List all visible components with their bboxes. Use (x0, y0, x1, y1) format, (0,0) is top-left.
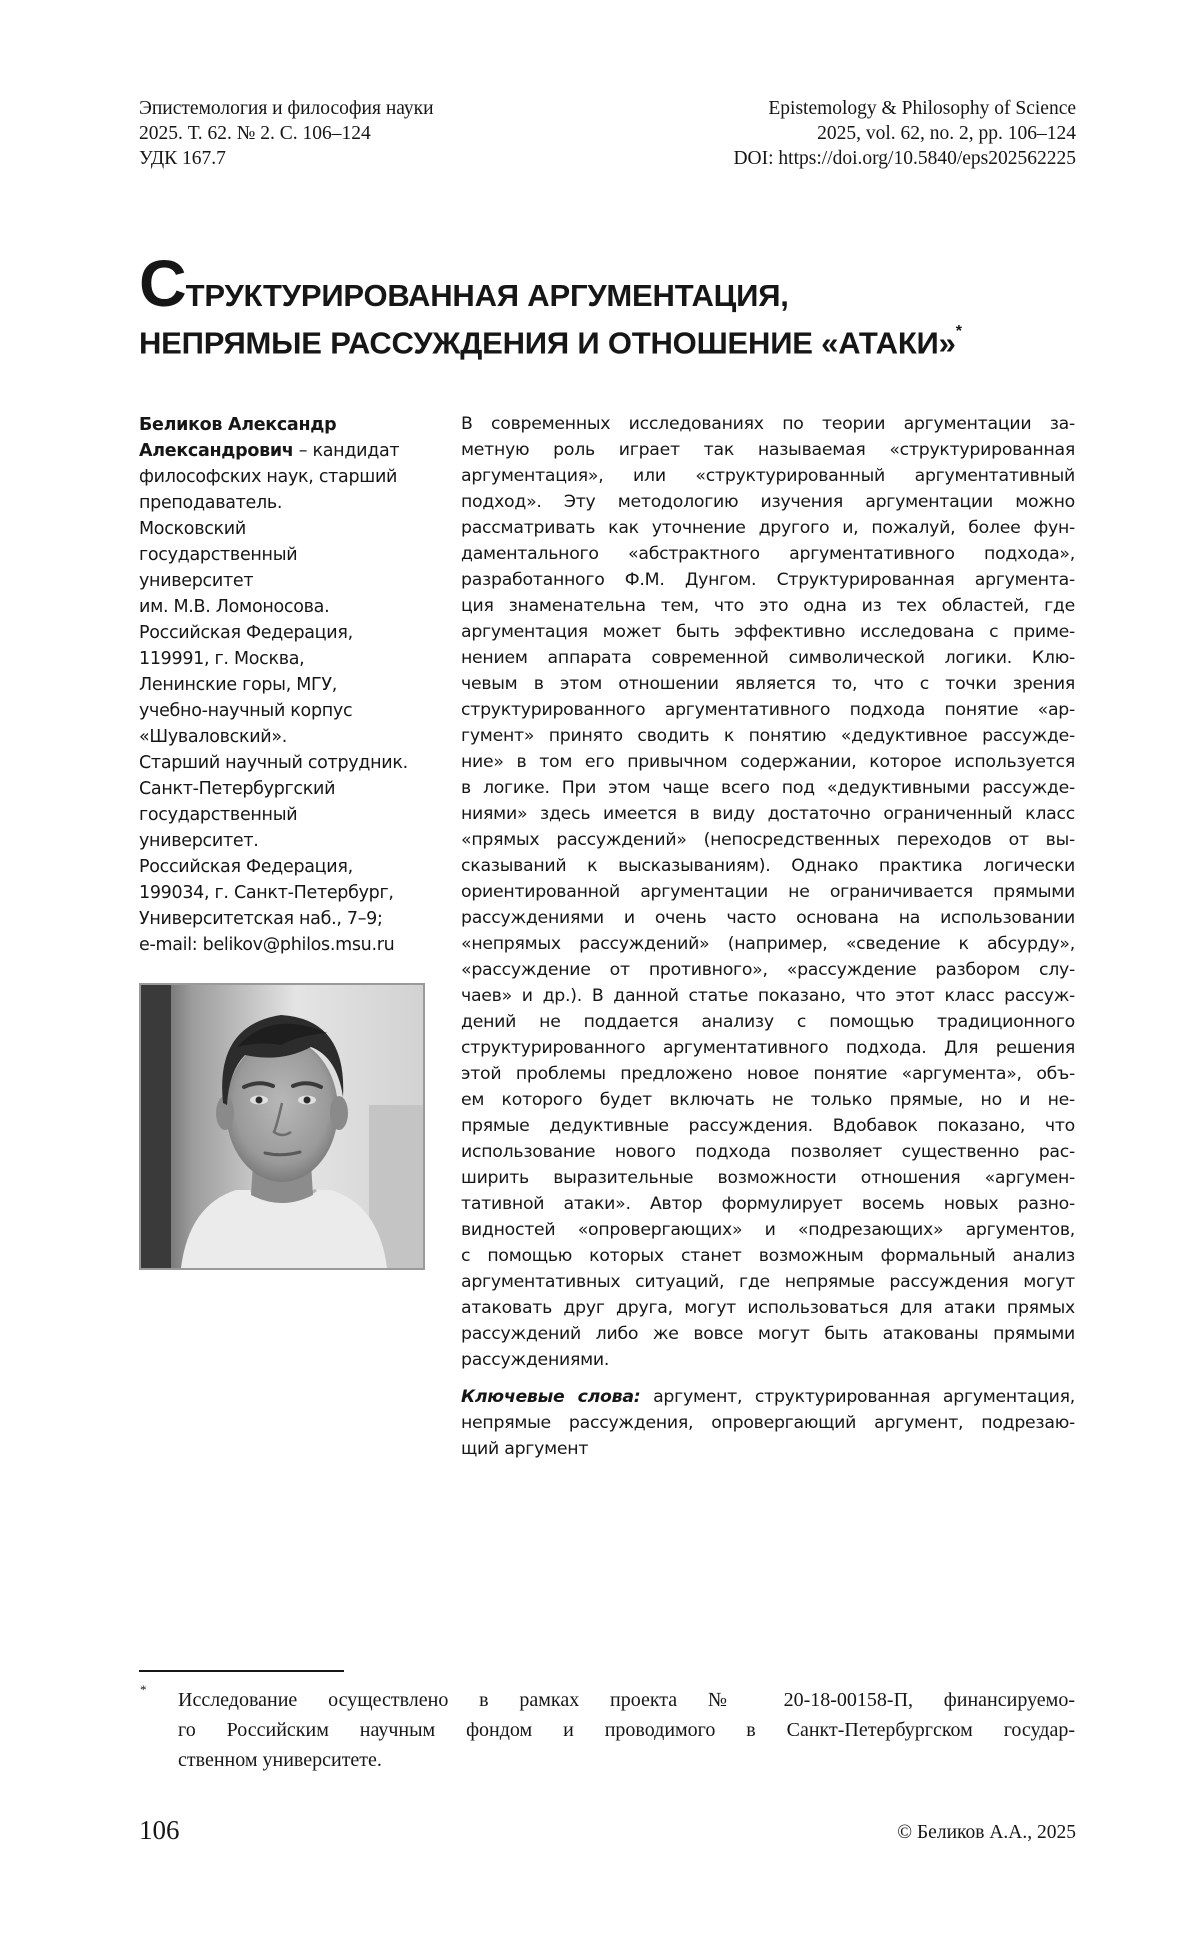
copyright: © Беликов А.А., 2025 (897, 1822, 1076, 1843)
article-title (139, 246, 1099, 363)
keywords-line: аргумент, структурированная аргументация, (640, 1387, 1076, 1407)
abstract (461, 411, 1075, 1373)
issue-info-ru: 2025. Т. 62. № 2. С. 106–124 (139, 123, 371, 144)
abstract-line: атаковать друг друга, могут использоваться для атаки прямых (461, 1298, 1075, 1318)
author-line: Московский (139, 519, 246, 539)
author-line: государственный (139, 545, 298, 565)
footnote-line: го Российским научным фондом и проводимого в Санкт-Петербургском государ- (178, 1719, 1075, 1741)
abstract-line: аргументативных ситуаций, где непрямые рассуждения могут (461, 1272, 1075, 1292)
abstract-line: рассуждениями. (461, 1350, 610, 1370)
abstract-line: видностей «опровергающих» и «подрезающих» аргументов, (461, 1220, 1075, 1240)
title-line-1: ТРУКТУРИРОВАННАЯ АРГУМЕНТАЦИЯ, (185, 278, 789, 313)
abstract-line: прямые дедуктивные рассуждения. Вдобавок показано, что (461, 1116, 1075, 1136)
abstract-line: «прямых рассуждений» (непосредственных переходов от вы- (461, 830, 1075, 850)
keywords-label: Ключевые слова: (461, 1387, 641, 1407)
abstract-line: ниями» здесь имеется в виду достаточно ограниченный класс (461, 804, 1075, 824)
keywords-line: непрямые рассуждения, опровергающий аргумент, подрезаю- (461, 1413, 1075, 1433)
keywords (461, 1384, 1075, 1462)
author-line: университет. (139, 831, 259, 851)
author-line: 199034, г. Санкт-Петербург, (139, 883, 394, 903)
doi-link[interactable]: DOI: https://doi.org/10.5840/eps202562225 (733, 148, 1076, 169)
abstract-line: использование нового подхода позволяет существенно рас- (461, 1142, 1075, 1162)
abstract-line: аргументация», или «структурированный аргументативный (461, 466, 1075, 486)
author-name-patronymic: Александрович (139, 441, 294, 461)
abstract-line: гумент» принято сводить к понятию «дедуктивное рассужде- (461, 726, 1075, 746)
footnote-line: ственном университете. (178, 1749, 382, 1771)
author-photo (139, 983, 425, 1270)
abstract-line: даментального «абстрактного аргументативного подхода», (461, 544, 1075, 564)
abstract-line: в логике. При этом чаще всего под «дедуктивными рассужде- (461, 778, 1075, 798)
abstract-line: с помощью которых станет возможным формальный анализ (461, 1246, 1075, 1266)
page-number: 106 (139, 1815, 180, 1845)
portrait-image (141, 985, 423, 1268)
abstract-line: подход». Эту методологию изучения аргументации можно (461, 492, 1075, 512)
abstract-line: ние» в том его привычном содержании, которое используется (461, 752, 1075, 772)
journal-header-en (733, 96, 1076, 171)
author-line: учебно-научный корпус (139, 701, 353, 721)
author-line: «Шуваловский». (139, 727, 288, 747)
udc-code: УДК 167.7 (139, 148, 226, 169)
abstract-line: рассуждений либо же вовсе могут быть атакованы прямыми (461, 1324, 1075, 1344)
footnote-mark: * (140, 1682, 147, 1697)
footnote-divider (139, 1670, 344, 1672)
abstract-line: нением аппарата современной символической логики. Клю- (461, 648, 1075, 668)
abstract-line: ширить выразительные возможности отношения «аргумен- (461, 1168, 1075, 1188)
abstract-line: рассуждениями и очень часто основана на использовании (461, 908, 1075, 928)
footnote-line: Исследование осуществлено в рамках проекта № 20-18-00158-П, финансируемо- (178, 1689, 1075, 1711)
abstract-line: структурированного аргументативного подхода. Для решения (461, 1038, 1075, 1058)
abstract-line: чевым в этом отношении является то, что с точки зрения (461, 674, 1075, 694)
keywords-line: щий аргумент (461, 1439, 589, 1459)
journal-name-en: Epistemology & Philosophy of Science (768, 98, 1076, 119)
abstract-line: дений не поддается анализу с помощью традиционного (461, 1012, 1075, 1032)
abstract-line: ем которого будет включать не только прямые, но и не- (461, 1090, 1075, 1110)
author-info (139, 412, 439, 958)
abstract-line: В современных исследованиях по теории аргументации за- (461, 414, 1075, 434)
author-line: университет (139, 571, 254, 591)
author-line: Университетская наб., 7–9; (139, 909, 383, 929)
abstract-line: метную роль играет так называемая «структурированная (461, 440, 1075, 460)
author-line: Российская Федерация, (139, 857, 353, 877)
abstract-line: ция знаменательна тем, что это одна из тех областей, где (461, 596, 1075, 616)
title-initial: С (139, 246, 186, 320)
author-line: философских наук, старший (139, 467, 398, 487)
abstract-line: этой проблемы предложено новое понятие «аргумента», объ- (461, 1064, 1075, 1084)
author-line: Санкт-Петербургский (139, 779, 336, 799)
abstract-line: разработанного Ф.М. Дунгом. Структурированная аргумента- (461, 570, 1075, 590)
abstract-line: структурированного аргументативного подхода понятие «ар- (461, 700, 1075, 720)
author-line: 119991, г. Москва, (139, 649, 305, 669)
abstract-line: сказываний к высказываниям). Однако практика логически (461, 856, 1075, 876)
author-degree: – кандидат (293, 441, 400, 461)
title-footnote-mark[interactable]: * (955, 323, 962, 340)
author-line: государственный (139, 805, 298, 825)
title-line-2: НЕПРЯМЫЕ РАССУЖДЕНИЯ И ОТНОШЕНИЕ «АТАКИ» (139, 325, 956, 361)
author-line: Ленинские горы, МГУ, (139, 675, 338, 695)
abstract-line: «непрямых рассуждений» (например, «сведение к абсурду», (461, 934, 1075, 954)
author-email[interactable]: e-mail: belikov@philos.msu.ru (139, 935, 395, 955)
issue-info-en: 2025, vol. 62, no. 2, pp. 106–124 (817, 123, 1076, 144)
footnote (178, 1685, 1075, 1775)
abstract-line: аргументация может быть эффективно исследована с приме- (461, 622, 1075, 642)
author-name-first: Беликов Александр (139, 415, 337, 435)
author-line: Старший научный сотрудник. (139, 753, 408, 773)
abstract-line: ориентированной аргументации не ограничивается прямыми (461, 882, 1075, 902)
abstract-line: «рассуждение от противного», «рассуждение разбором слу- (461, 960, 1075, 980)
abstract-line: тативной атаки». Автор формулирует восемь новых разно- (461, 1194, 1075, 1214)
journal-header-ru (139, 96, 434, 171)
abstract-line: рассматривать как уточнение другого и, пожалуй, более фун- (461, 518, 1075, 538)
author-line: Российская Федерация, (139, 623, 353, 643)
abstract-line: чаев» и др.). В данной статье показано, что этот класс рассуж- (461, 986, 1075, 1006)
author-line: преподаватель. (139, 493, 283, 513)
author-line: им. М.В. Ломоносова. (139, 597, 330, 617)
journal-name-ru: Эпистемология и философия науки (139, 98, 434, 119)
